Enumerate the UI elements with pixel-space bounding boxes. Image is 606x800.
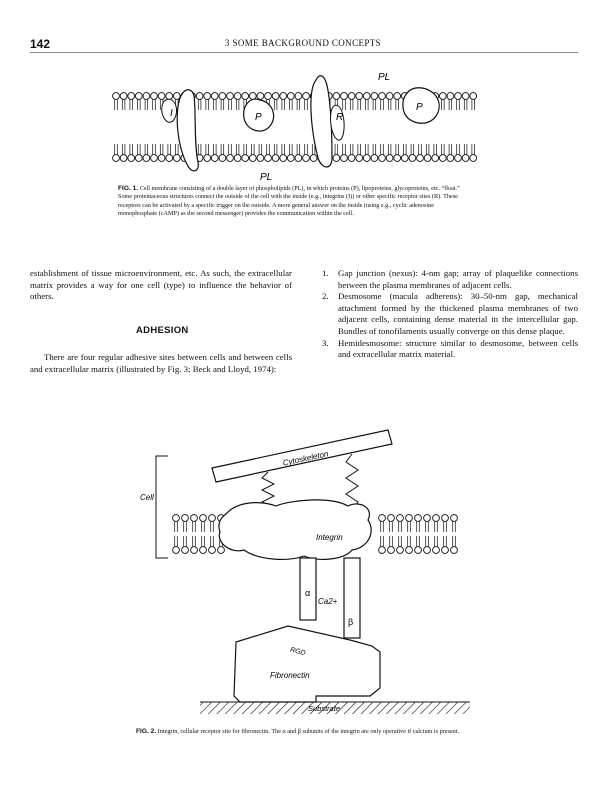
lipid-head [227,155,234,162]
figure-1-caption-label: FIG. 1. [118,185,139,192]
lipid-head [280,93,287,100]
lipid-head [470,93,477,100]
lipid-head [348,93,355,100]
lipid-head [242,155,249,162]
lipid-head [166,155,173,162]
lipid-head [173,547,180,554]
lipid-head [219,93,226,100]
list-item-number: 3. [322,337,329,348]
list-item-text: Gap junction (nexus): 4-nm gap; array of plaquelike connections between the plasma membranes of adjacent cells. [338,268,578,290]
lipid-head [379,547,386,554]
lipid-head [371,93,378,100]
lipid-head [397,547,404,554]
lipid-head [257,93,264,100]
label-integrin-i: I [170,108,173,119]
lipid-head [200,547,207,554]
lipid-head [204,93,211,100]
lipid-head [415,547,422,554]
label-pl-top: PL [378,72,391,83]
figure-1-caption [118,185,474,219]
lipid-head [128,155,135,162]
lipid-head [211,155,218,162]
lipid-head [432,155,439,162]
label-beta: β [348,617,354,627]
lipid-head [371,155,378,162]
lipid-head [272,93,279,100]
lipid-head [433,515,440,522]
label-fibronectin: Fibronectin [270,671,310,680]
lipid-head [310,155,317,162]
lipid-head [379,515,386,522]
lipid-head [173,515,180,522]
lipid-head [128,93,135,100]
lipid-head [249,93,256,100]
lipid-head [333,155,340,162]
list-item-number: 1. [322,268,329,278]
lipid-head [191,547,198,554]
page-number: 142 [30,37,51,51]
lipid-head [158,93,165,100]
lipid-head [397,515,404,522]
left-paragraph-2: There are four regular adhesive sites between cells and between cells and extracellular matrix (illustrated by Fig. 3; Beck and Lloyd, 1974): [30,352,292,374]
lipid-head [442,547,449,554]
label-alpha: α [305,588,311,598]
lipid-head [379,93,386,100]
header-rule [30,52,578,53]
lipid-head [209,547,216,554]
label-rgd: RGD [289,646,307,658]
lipid-head [249,155,256,162]
lipid-head [363,93,370,100]
lipid-head [388,515,395,522]
figure-1-membrane-diagram [110,66,480,186]
label-substrate: Substrate [308,704,341,713]
figure-1-caption-text: Cell membrane consisting of a double layer of phospholipids (PL), in which proteins (P), lipoproteins, glycoproteins, etc. “float.” Some proteinaceous structures connect the outside of the cell with the inside (e.g., integrins (I)) or other specific receptor sites (R). These receptors can be activated by a specific trigger on the outside. A more general answer on the inside (using e.g., cyclic adenosine monophosphate (cAMP) as the second messenger) provides the communication within the cell. [118,185,460,218]
lipid-head [415,515,422,522]
lipid-head [287,93,294,100]
lipid-head [200,515,207,522]
figure-2-integrin-diagram [120,420,510,720]
lipid-head [363,155,370,162]
list-item [322,338,578,361]
lipid-head [455,93,462,100]
lipid-head [455,155,462,162]
lipid-head [257,155,264,162]
lipid-head [406,547,413,554]
label-receptor-r: R [336,112,344,123]
lipid-head [451,547,458,554]
section-heading-adhesion: ADHESION [136,325,189,336]
lipid-head [394,93,401,100]
lipid-head [182,515,189,522]
lipid-head [166,93,173,100]
lipid-head [218,547,225,554]
lipid-head [120,155,127,162]
label-protein-p-left: P [255,112,262,123]
lipid-head [287,155,294,162]
lipid-head [447,93,454,100]
lipid-head [379,155,386,162]
figure-2-caption-text: Integrin, cellular receptor site for fibronectin. The α and β subunits of the integrin are only operative if calcium is present. [157,728,459,735]
lipid-head [234,93,241,100]
lipid-head [341,93,348,100]
figure-2-caption-label: FIG. 2. [136,728,157,735]
label-calcium: Ca2+ [318,597,338,606]
lipid-head [196,93,203,100]
lipid-head [386,155,393,162]
adhesion-site-list [322,268,578,361]
lipid-head [386,93,393,100]
list-item-text: Desmosome (macula adherens): 30–50-nm gap, mechanical attachment formed by the thickened plasma membranes of two adjacent cells, containing dense material in the intercellular gap. Bundles of tonofilaments usually converge on this dense plaque. [338,291,578,336]
cell-bracket [156,456,168,558]
lipid-head [417,155,424,162]
figure-2-caption [136,728,478,736]
lipid-head [191,515,198,522]
lipid-head [265,93,272,100]
lipid-head [303,93,310,100]
lipid-head [356,155,363,162]
lipid-head [356,93,363,100]
left-paragraph-1: establishment of tissue microenvironment, etc. As such, the extracellular matrix provides a way for one cell (type) to influence the behavior of others. [30,268,292,302]
lipid-head [120,93,127,100]
lipid-head [439,93,446,100]
lipid-head [394,155,401,162]
list-item [322,268,578,291]
lipid-head [182,547,189,554]
lipid-head [209,515,216,522]
label-cell: Cell [140,493,154,502]
lipid-head [409,155,416,162]
lipid-head [265,155,272,162]
lipid-head [280,155,287,162]
integrin-body [219,500,371,559]
lipid-head [447,155,454,162]
lipid-head [143,93,150,100]
lipid-head [424,547,431,554]
lipid-head [442,515,449,522]
lipid-head [173,155,180,162]
lipid-head [242,93,249,100]
lipid-head [341,155,348,162]
lipid-head [451,515,458,522]
lipid-head [211,93,218,100]
lipid-head [333,93,340,100]
lipid-head [462,155,469,162]
lipid-head [158,155,165,162]
label-cytoskeleton: Cytoskeleton [281,449,330,468]
list-item-number: 2. [322,291,329,302]
lipid-head [143,155,150,162]
lipid-head [303,155,310,162]
lipid-head [151,93,158,100]
running-head: 3 SOME BACKGROUND CONCEPTS [224,38,382,48]
lipid-head [424,155,431,162]
spring-right [346,454,358,510]
label-integrin: Integrin [316,533,343,542]
lipid-head [295,155,302,162]
label-protein-p-right: P [416,102,423,113]
lipid-head [462,93,469,100]
lipid-head [151,155,158,162]
lipid-head [219,155,226,162]
lipid-head [234,155,241,162]
lipid-head [295,93,302,100]
lipid-head [439,155,446,162]
lipid-head [433,547,440,554]
lipid-head [401,155,408,162]
lipid-head [227,93,234,100]
lipid-head [424,515,431,522]
lipid-head [135,93,142,100]
lipid-head [470,155,477,162]
lipid-head [135,155,142,162]
list-item [322,291,578,337]
lipid-head [272,155,279,162]
lipid-head [204,155,211,162]
list-item-text: Hemidesmosome: structure similar to desmosome, between cells and extracellular matrix material. [338,337,578,360]
lipid-head [406,515,413,522]
lipid-head [113,93,120,100]
lipid-head [388,547,395,554]
lipid-head [113,155,120,162]
label-pl-bottom: PL [260,172,273,183]
lipid-head [348,155,355,162]
